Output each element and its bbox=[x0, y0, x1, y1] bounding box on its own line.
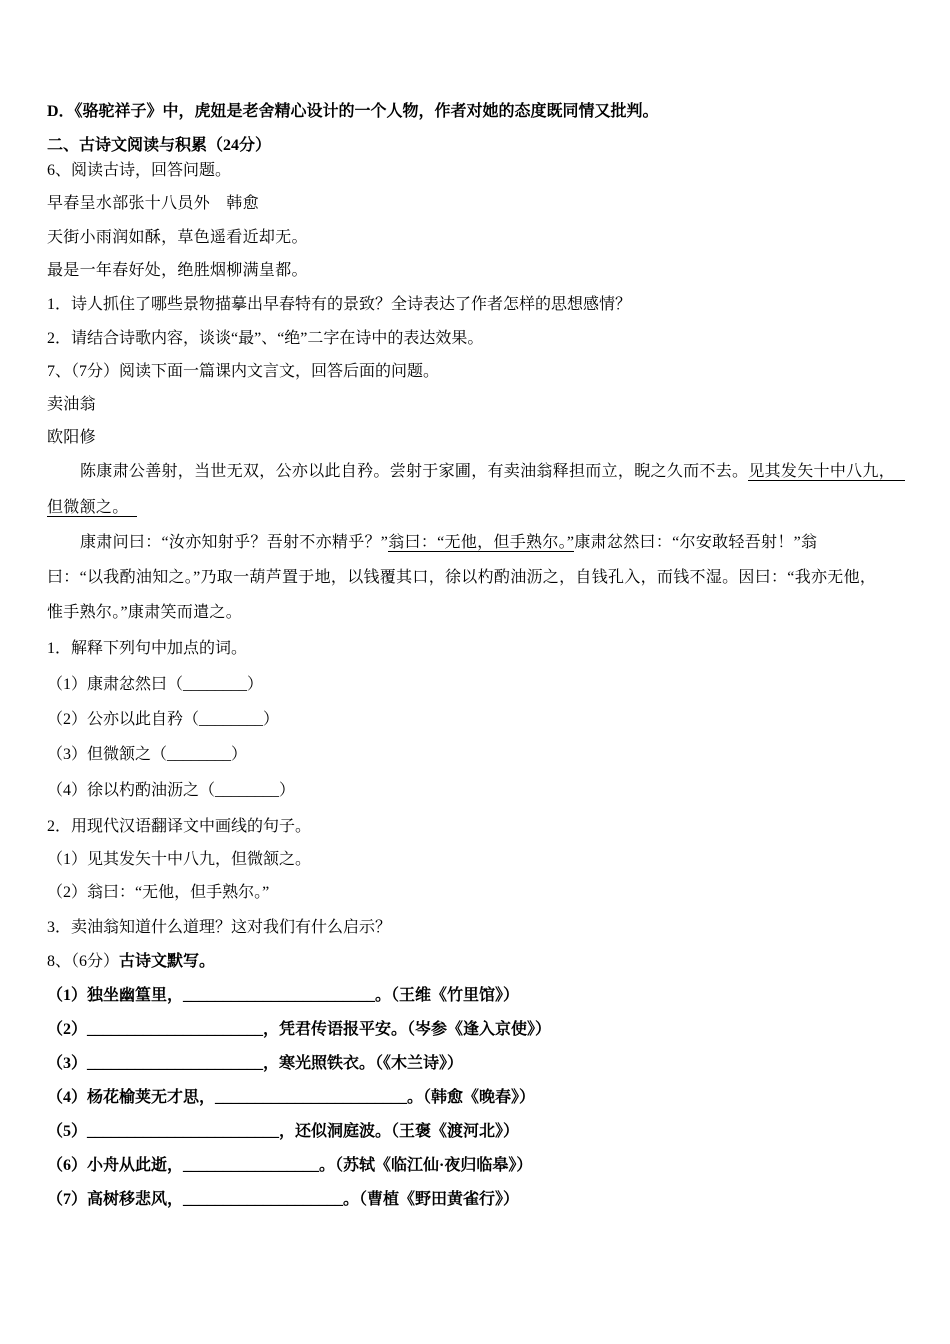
q7-2-item-1: （1）见其发矢十中八九，但微颔之。 bbox=[47, 851, 312, 868]
q8-item-6: （6）小舟从此逝，_________________。（苏轼《临江仙·夜归临皋》） bbox=[47, 1157, 533, 1174]
q6-sub-question-2: 2．请结合诗歌内容，谈谈“最”、“绝”二字在诗中的表达效果。 bbox=[47, 330, 484, 347]
passage-p2-line-3: 惟手熟尔。”康肃笑而遣之。 bbox=[47, 604, 243, 621]
q6-sub-question-1: 1．诗人抓住了哪些景物描摹出早春特有的景致？全诗表达了作者怎样的思想感情？ bbox=[47, 296, 632, 313]
section-2-title: 二、古诗文阅读与积累（24分） bbox=[47, 137, 272, 154]
passage-p2-line-2: 曰：“以我酌油知之。”乃取一葫芦置于地，以钱覆其口，徐以杓酌油沥之，自钱孔入，而钱不湿。因曰：“我亦无他， bbox=[47, 569, 877, 586]
q7-stem: 7、（7分）阅读下面一篇课内文言文，回答后面的问题。 bbox=[47, 363, 440, 380]
passage-author: 欧阳修 bbox=[47, 429, 96, 446]
q8-item-5: （5）________________________，还似洞庭波。（王褒《渡河北》） bbox=[47, 1123, 520, 1140]
q8-item-7: （7）高树移悲风，____________________。（曹植《野田黄雀行》） bbox=[47, 1191, 520, 1208]
passage-p1-line-1 bbox=[47, 462, 905, 482]
underlined-sentence-1-cont: 但微颔之。 bbox=[47, 499, 137, 517]
q8-number: 8、（6分） bbox=[47, 953, 120, 970]
q7-3-stem: 3．卖油翁知道什么道理？这对我们有什么启示？ bbox=[47, 919, 392, 936]
q6-stem: 6、阅读古诗，回答问题。 bbox=[47, 162, 232, 179]
q7-2-item-2: （2）翁曰：“无他，但手熟尔。” bbox=[47, 884, 270, 901]
q7-1-item-4: （4）徐以杓酌油沥之（________） bbox=[47, 782, 296, 799]
poem-line-1: 天街小雨润如酥，草色遥看近却无。 bbox=[47, 229, 308, 246]
passage-p2-line-1 bbox=[47, 533, 817, 553]
underlined-sentence-1: 见其发矢十中八九， bbox=[748, 463, 905, 481]
q8-item-2: （2）______________________，凭君传语报平安。（岑参《逢入京使》） bbox=[47, 1021, 552, 1038]
q7-1-item-2: （2）公亦以此自矜（________） bbox=[47, 711, 280, 728]
passage-text: 陈康肃公善射，当世无双，公亦以此自矜。尝射于家圃，有卖油翁释担而立，睨之久而不去。 bbox=[80, 463, 749, 480]
q7-2-stem: 2．用现代汉语翻译文中画线的句子。 bbox=[47, 818, 312, 835]
q8-item-1: （1）独坐幽篁里，________________________。（王维《竹里馆》） bbox=[47, 987, 520, 1004]
passage-text: 康肃忿然曰：“尔安敢轻吾射！”翁 bbox=[574, 534, 818, 551]
passage-p1-line-2 bbox=[47, 498, 137, 518]
q7-1-stem: 1．解释下列句中加点的词。 bbox=[47, 640, 248, 657]
poem-title: 早春呈水部张十八员外 韩愈 bbox=[47, 195, 259, 212]
underlined-sentence-2: 翁曰：“无他，但手熟尔。” bbox=[388, 534, 575, 551]
option-d: D．《骆驼祥子》中，虎妞是老舍精心设计的一个人物，作者对她的态度既同情又批判。 bbox=[47, 103, 659, 120]
q8-item-3: （3）______________________，寒光照铁衣。（《木兰诗》） bbox=[47, 1055, 464, 1072]
q7-1-item-1: （1）康肃忿然曰（________） bbox=[47, 676, 264, 693]
passage-text: 康肃问曰：“汝亦知射乎？吾射不亦精乎？” bbox=[80, 534, 389, 551]
q8-stem bbox=[47, 952, 215, 972]
poem-line-2: 最是一年春好处，绝胜烟柳满皇都。 bbox=[47, 262, 308, 279]
passage-title: 卖油翁 bbox=[47, 396, 96, 413]
q8-title: 古诗文默写。 bbox=[119, 953, 216, 970]
q7-1-item-3: （3）但微颔之（________） bbox=[47, 746, 248, 763]
q8-item-4: （4）杨花榆荚无才思，________________________。（韩愈《晚春》） bbox=[47, 1089, 536, 1106]
